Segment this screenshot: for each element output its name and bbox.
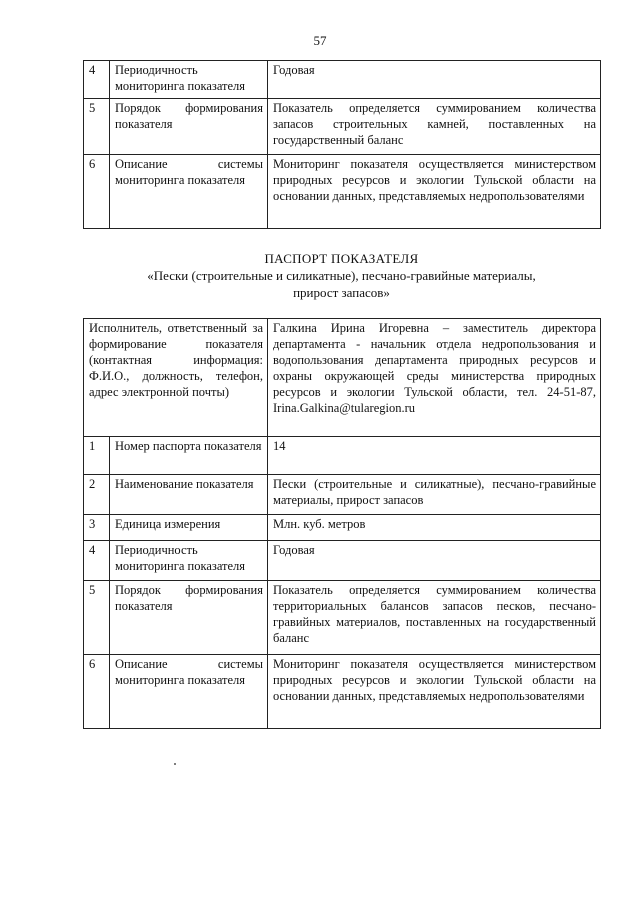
row-value: 14 [268,437,601,475]
row-number: 5 [84,581,110,655]
row-value: Показатель определяется суммированием количества запасов строительных камней, поставленных на государственный баланс [268,99,601,155]
page-number: 57 [313,33,327,48]
table-row [84,655,601,729]
row-value: Годовая [268,61,601,99]
row-number: 1 [84,437,110,475]
passport-subtitle-line1: «Пески (строительные и силикатные), песчано-гравийные материалы, [147,268,536,283]
row-value: Пески (строительные и силикатные), песчано-гравийные материалы, прирост запасов [268,475,601,515]
table-row [84,99,601,155]
row-value: Мониторинг показателя осуществляется министерством природных ресурсов и экологии Тульской области на основании данных, представляемых недропользователями [268,155,601,229]
row-number: 3 [84,515,110,541]
row-number: 6 [84,655,110,729]
table-row [84,581,601,655]
row-number: 6 [84,155,110,229]
row-value: Годовая [268,541,601,581]
row-value: Показатель определяется суммированием количества территориальных балансов запасов песков, песчано-гравийных материалов, поставленных на государственный баланс [268,581,601,655]
row-label: Единица измерения [110,515,268,541]
passport-subtitle-line2: прирост запасов» [293,285,390,300]
row-label: Описание системы мониторинга показателя [110,655,268,729]
executor-row [84,319,601,437]
row-label: Периодичность мониторинга показателя [110,61,268,99]
row-value: Мониторинг показателя осуществляется министерством природных ресурсов и экологии Тульской области на основании данных, представляемых недропользователями [268,655,601,729]
scan-speck [174,763,176,765]
passport-heading [83,250,600,301]
table-row [84,541,601,581]
executor-label: Исполнитель, ответственный за формирование показателя (контактная информация: Ф.И.О., должность, телефон, адрес электронной почты) [84,319,268,437]
row-label: Порядок формирования показателя [110,99,268,155]
row-label: Периодичность мониторинга показателя [110,541,268,581]
passport-table [83,318,601,729]
row-number: 4 [84,541,110,581]
row-label: Номер паспорта показателя [110,437,268,475]
table-row [84,437,601,475]
table-row [84,155,601,229]
row-number: 4 [84,61,110,99]
passport-title: ПАСПОРТ ПОКАЗАТЕЛЯ [264,251,419,266]
row-label: Описание системы мониторинга показателя [110,155,268,229]
row-number: 2 [84,475,110,515]
indicator-table-continued [83,60,601,229]
row-label: Наименование показателя [110,475,268,515]
table-row [84,61,601,99]
row-number: 5 [84,99,110,155]
row-value: Млн. куб. метров [268,515,601,541]
table-row [84,515,601,541]
table-row [84,475,601,515]
row-label: Порядок формирования показателя [110,581,268,655]
executor-value: Галкина Ирина Игоревна – заместитель директора департамента - начальник отдела недропользования и водопользования департамента природных ресурсов и охраны окружающей среды министерства природных ресурсов и экологии Тульской области, тел. 24-51-87, Irina.Galkina@tularegion.ru [268,319,601,437]
